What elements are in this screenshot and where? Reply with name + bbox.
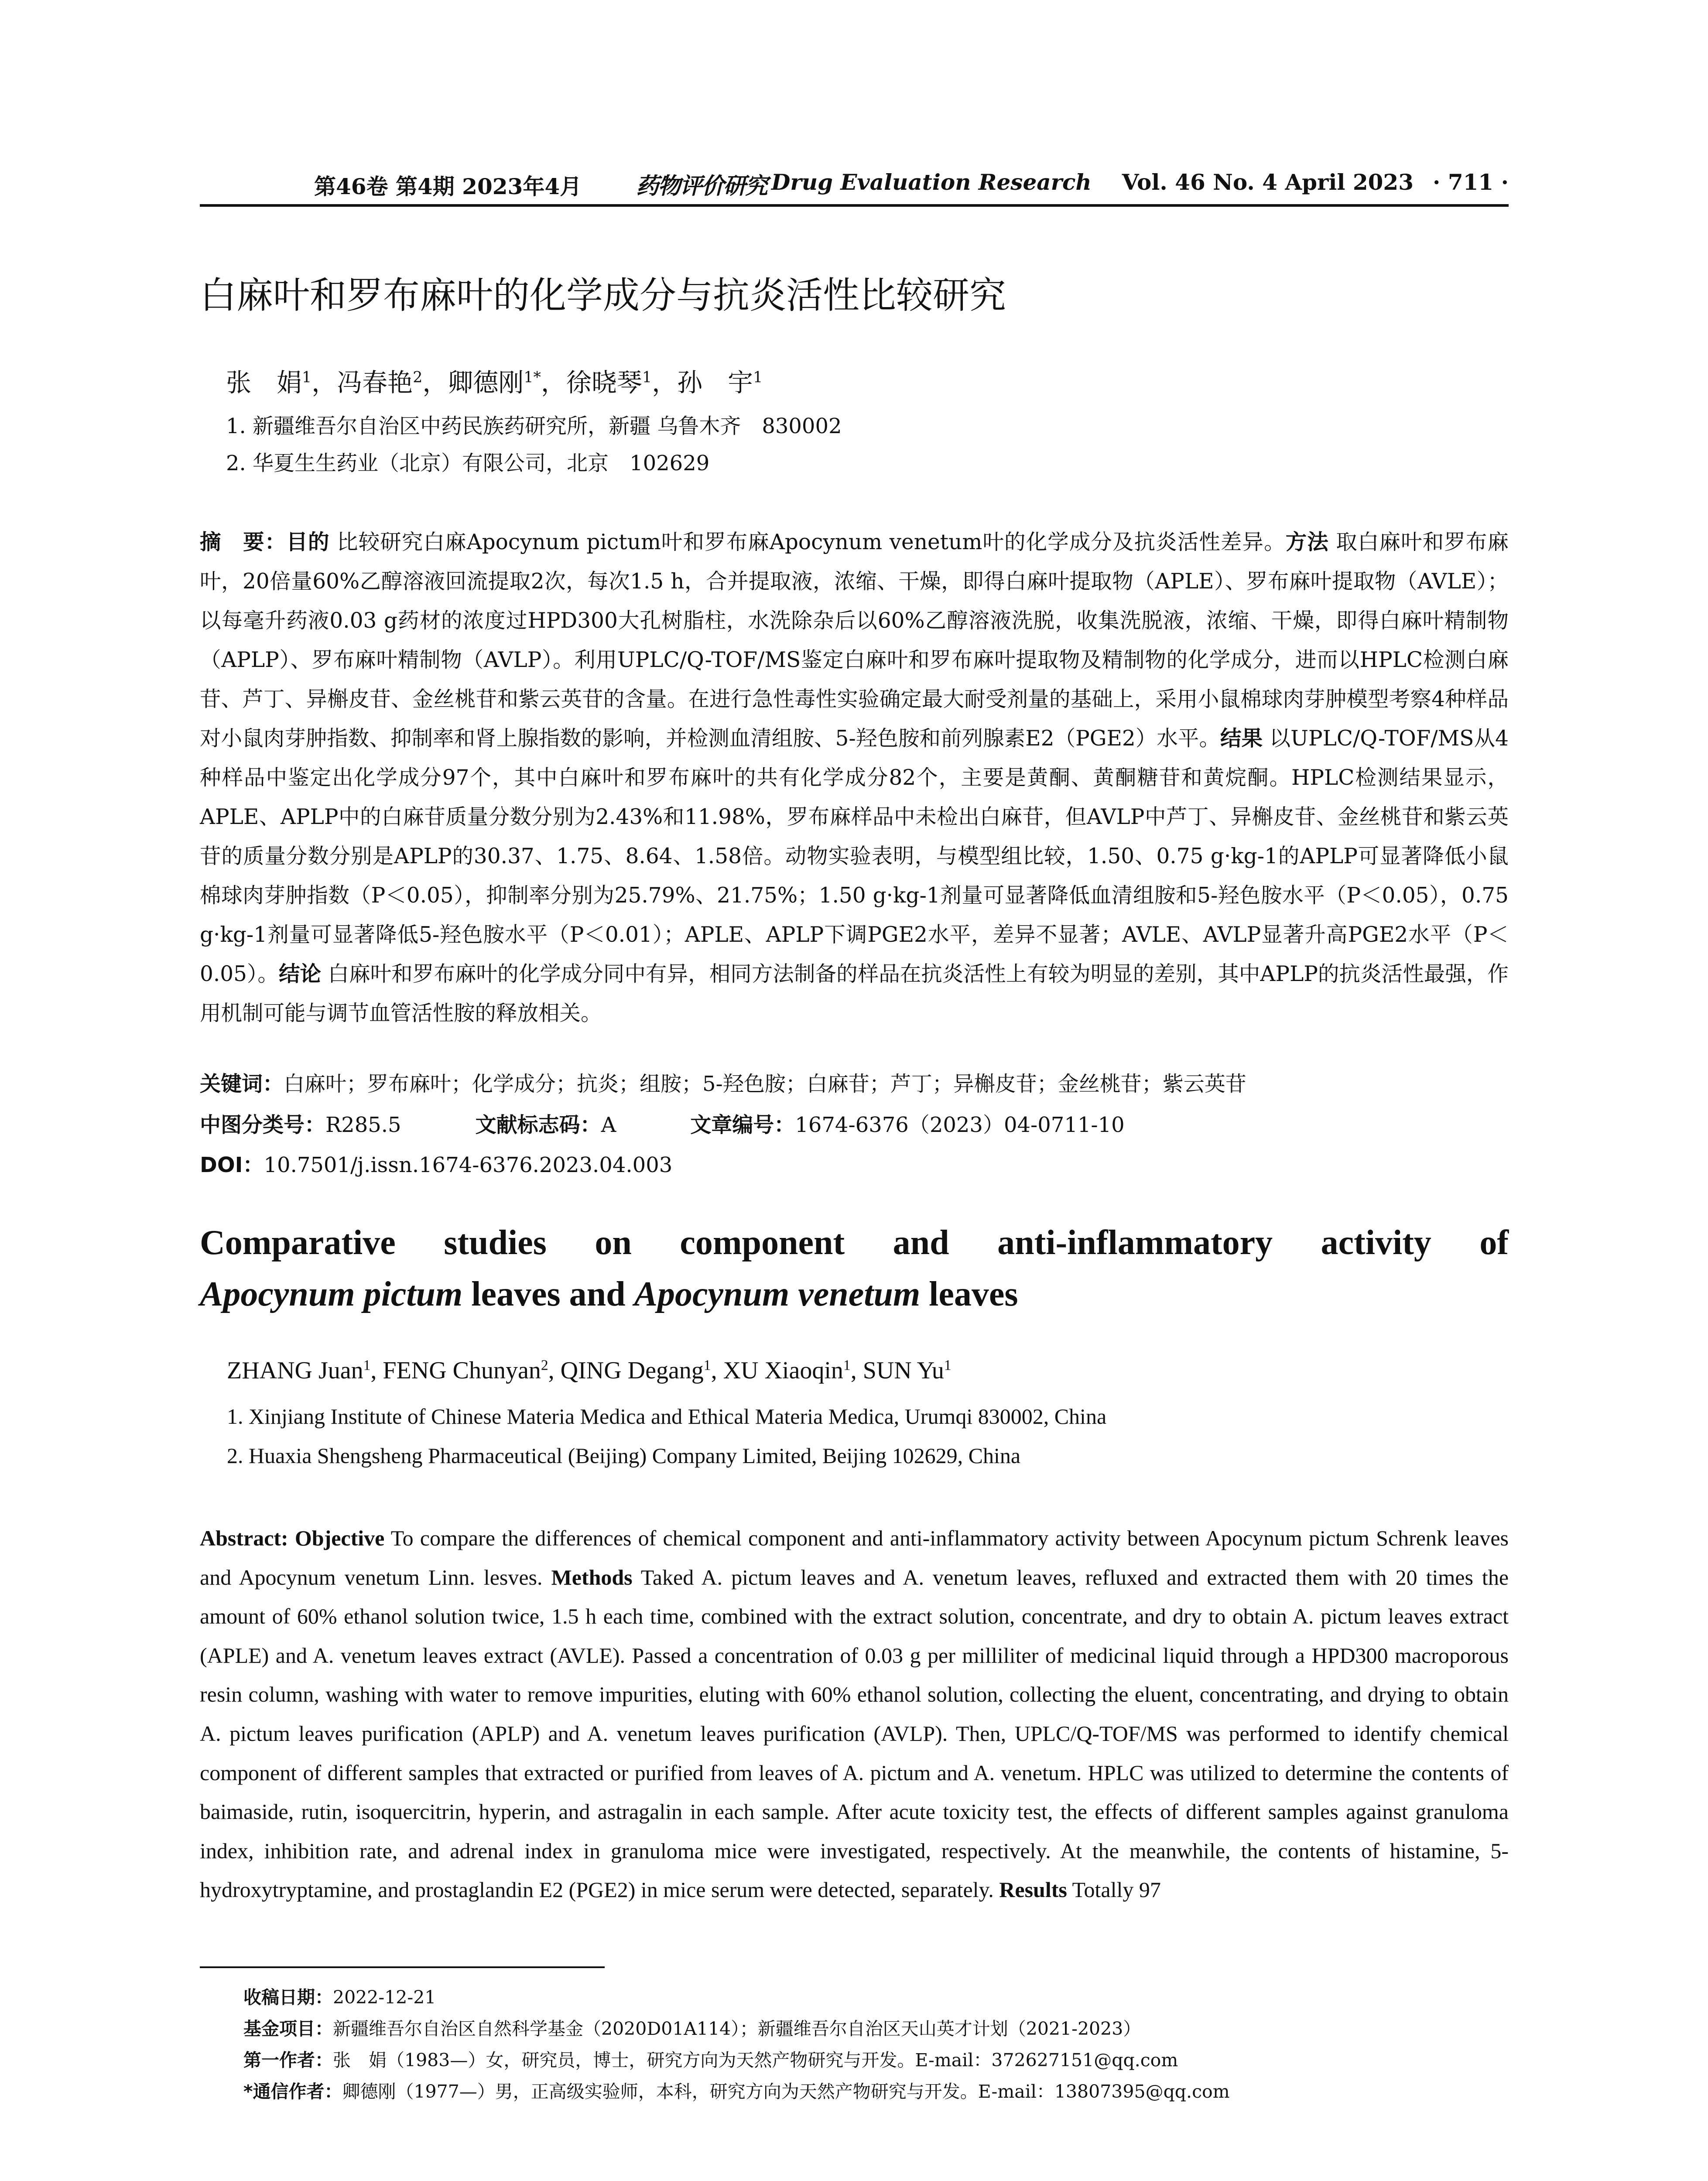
en-author: QING Degang: [560, 1357, 704, 1384]
cn-title: 白麻叶和罗布麻叶的化学成分与抗炎活性比较研究: [200, 274, 1006, 317]
en-results-text: Totally 97: [1067, 1877, 1161, 1902]
cn-results-text: 以UPLC/Q-TOF/MS从4种样品中鉴定出化学成分97个，其中白麻叶和罗布麻叶的共有化学成分82个，主要是黄酮、黄酮糖苷和黄烷酮。HPLC检测结果显示，APLE、APLP中的白麻苷质量分数分别为2.43%和11.98%，罗布麻样品中未检出白麻苷，但AVLP中芦丁、异槲皮苷、金丝桃苷和紫云英苷的质量分数分别是APLP的30.37、1.75、8.64、1.58倍。动物实验表明，与模型组比较，1.50、0.75 g·kg-1的APLP可显著降低小鼠棉球肉芽肿指数（P＜0.05），抑制率分别为25.79%、21.75%；1.50 g·kg-1剂量可显著降低血清组胺和5-羟色胺水平（P＜0.05），0.75 g·kg-1剂量可显著降低5-羟色胺水平（P＜0.01）；APLE、APLP下调PGE2水平，差异不显著；AVLE、AVLP显著升高PGE2水平（P＜0.05）。: [200, 726, 1509, 986]
doc-code-value: A: [601, 1113, 616, 1137]
en-author: SUN Yu: [863, 1357, 944, 1384]
cn-methods-label: 方法: [1285, 530, 1329, 554]
footnote-label: *通信作者：: [243, 2081, 342, 2102]
header-journal-en-name: Drug Evaluation Research: [771, 169, 1092, 195]
footnote-label: 收稿日期：: [243, 1987, 333, 2008]
article-no-value: 1674-6376（2023）04-0711-10: [795, 1113, 1125, 1137]
header-journal-cn: 药物评价研究: [636, 173, 767, 199]
en-objective-text: To compare the differences of chemical component and anti-inflammatory activity between Apocynum pictum Schrenk leaves and Apocynum venetum Linn. lesves.: [200, 1526, 1509, 1590]
clc-value: R285.5: [325, 1113, 401, 1137]
cn-conclusion-label: 结论: [278, 962, 322, 986]
en-author-sup: 1: [944, 1357, 952, 1374]
clc-label: 中图分类号：: [200, 1113, 326, 1137]
footnote-corresponding: [243, 2077, 1230, 2103]
footnote-text: 2022-12-21: [333, 1987, 436, 2008]
header-volume: Vol. 46 No. 4 April 2023: [1122, 169, 1414, 195]
cn-results-label: 结果: [1220, 726, 1263, 751]
footnote-text: 卿德刚（1977—）男，正高级实验师，本科，研究方向为天然产物研究与开发。E-mail：13807395@qq.com: [342, 2081, 1230, 2102]
en-title: [200, 1217, 1509, 1320]
header-journal-en: [771, 169, 1414, 195]
cn-objective-label: 目的: [286, 530, 330, 554]
en-methods-label: Methods: [551, 1565, 633, 1590]
cn-abstract-label: 摘 要：: [200, 530, 287, 554]
footnote-funding: [243, 2014, 1141, 2040]
cn-author: 冯春艳: [337, 368, 413, 397]
cn-author-sup: 1: [753, 369, 763, 386]
en-title-text: leaves: [920, 1275, 1018, 1313]
cn-author: 卿德刚: [448, 368, 524, 397]
en-author-list: ZHANG Juan$^1$, FENG Chunyan$^2$, QING Degang$^1$, XU Xiaoqin$^1$, SUN Yu$^1$: [227, 1357, 952, 1384]
cn-author-sup: 2: [413, 369, 423, 386]
running-header: [200, 165, 1509, 207]
header-issue: 第46卷 第4期 2023年4月: [314, 174, 582, 199]
cn-classification: [200, 1108, 1125, 1138]
cn-methods-text: 取白麻叶和罗布麻叶，20倍量60%乙醇溶液回流提取2次，每次1.5 h，合并提取液，浓缩、干燥，即得白麻叶提取物（APLE）、罗布麻叶提取物（AVLE）；以每毫升药液0.03 g药材的浓度过HPD300大孔树脂柱，水洗除杂后以60%乙醇溶液洗脱，收集洗脱液，浓缩、干燥，即得白麻叶精制物（APLP）、罗布麻叶精制物（AVLP）。利用UPLC/Q-TOF/MS鉴定白麻叶和罗布麻叶提取物及精制物的化学成分，进而以HPLC检测白麻苷、芦丁、异槲皮苷、金丝桃苷和紫云英苷的含量。在进行急性毒性实验确定最大耐受剂量的基础上，采用小鼠棉球肉芽肿模型考察4种样品对小鼠肉芽肿指数、抑制率和肾上腺指数的影响，并检测血清组胺、5-羟色胺和前列腺素E2（PGE2）水平。: [200, 530, 1509, 751]
en-author-sup: 1: [363, 1357, 371, 1374]
en-title-text: leaves and: [462, 1275, 634, 1313]
cn-author: 孙 宇: [677, 368, 753, 397]
cn-doi: [200, 1148, 672, 1178]
cn-author-list: 张 娟$^1$，冯春艳$^2$，卿德刚$^{1*}$，徐晓琴$^1$，孙 宇$^1$: [226, 368, 763, 397]
en-author-sup: 2: [541, 1357, 548, 1374]
doi-label: DOI：: [200, 1153, 264, 1177]
en-title-species-2: Apocynum venetum: [634, 1275, 921, 1313]
footnote-text: 张 娟（1983—）女，研究员，博士，研究方向为天然产物研究与开发。E-mail：372627151@qq.com: [333, 2050, 1178, 2071]
footnote-divider: [200, 1966, 605, 1968]
en-title-line-2: [200, 1268, 1509, 1320]
doi-value: 10.7501/j.issn.1674-6376.2023.04.003: [264, 1153, 673, 1177]
en-methods-text: Taked A. pictum leaves and A. venetum leaves, refluxed and extracted them with 20 times the amount of 60% ethanol solution twice, 1.5 h each time, combined with the extract solution, concentrate, and dry to obtain A. pictum leaves extract (APLE) and A. venetum leaves extract (AVLE). Passed a concentration of 0.03 g per milliliter of medicinal liquid through a HPD300 macroporous resin column, washing with water to remove impurities, eluting with 60% ethanol solution, collecting the eluent, concentrating, and drying to obtain A. pictum leaves purification (APLP) and A. venetum leaves purification (AVLP). Then, UPLC/Q-TOF/MS was performed to identify chemical component of different samples that extracted or purified from leaves of A. pictum and A. venetum. HPLC was utilized to determine the contents of baimaside, rutin, isoquercitrin, hyperin, and astragalin in each sample. After acute toxicity test, the effects of different samples against granuloma index, inhibition rate, and adrenal index in granuloma mice were investigated, respectively. At the meanwhile, the contents of histamine, 5-hydroxytryptamine, and prostaglandin E2 (PGE2) in mice serum were detected, separately.: [200, 1565, 1509, 1902]
cn-conclusion-text: 白麻叶和罗布麻叶的化学成分同中有异，相同方法制备的样品在抗炎活性上有较为明显的差别，其中APLP的抗炎活性最强，作用机制可能与调节血管活性胺的释放相关。: [200, 962, 1509, 1026]
footnote-label: 基金项目：: [243, 2018, 333, 2039]
en-affiliation: 2. Huaxia Shengsheng Pharmaceutical (Beijing) Company Limited, Beijing 102629, China: [227, 1443, 1021, 1468]
en-abstract-label: Abstract:: [200, 1526, 288, 1550]
footnote-received: [243, 1983, 436, 2009]
footnote-text: 新疆维吾尔自治区自然科学基金（2020D01A114）；新疆维吾尔自治区天山英才计划（2021-2023）: [333, 2018, 1141, 2039]
cn-abstract: [200, 523, 1509, 1033]
cn-author-sup: 1: [302, 369, 312, 386]
en-author: FENG Chunyan: [383, 1357, 541, 1384]
doc-code-label: 文献标志码：: [475, 1113, 601, 1137]
footnote-first-author: [243, 2046, 1178, 2072]
en-author-sup: 1: [703, 1357, 711, 1374]
en-author: XU Xiaoqin: [723, 1357, 843, 1384]
en-objective-label: Objective: [294, 1526, 385, 1550]
header-page-number: · 711 ·: [1433, 169, 1509, 195]
cn-affiliation: 1. 新疆维吾尔自治区中药民族药研究所，新疆 乌鲁木齐 830002: [226, 414, 842, 438]
en-affiliation: 1. Xinjiang Institute of Chinese Materia Medica and Ethical Materia Medica, Urumqi 830002, China: [227, 1404, 1107, 1429]
cn-author-sup: 1*: [524, 369, 541, 386]
en-author: ZHANG Juan: [227, 1357, 363, 1384]
cn-keywords: [200, 1067, 1246, 1097]
cn-author-sup: 1: [642, 369, 652, 386]
en-abstract: [200, 1519, 1509, 1910]
en-title-line-1: Comparative studies on component and anti-inflammatory activity of: [200, 1224, 1509, 1262]
footnote-label: 第一作者：: [243, 2050, 333, 2071]
cn-author: 张 娟: [226, 368, 302, 397]
cn-affiliation: 2. 华夏生生药业（北京）有限公司，北京 102629: [226, 451, 710, 475]
article-no-label: 文章编号：: [690, 1113, 795, 1137]
en-author-sup: 1: [843, 1357, 851, 1374]
en-results-label: Results: [999, 1877, 1067, 1902]
cn-keywords-text: 白麻叶；罗布麻叶；化学成分；抗炎；组胺；5-羟色胺；白麻苷；芦丁；异槲皮苷；金丝桃苷；紫云英苷: [284, 1072, 1246, 1096]
cn-author: 徐晓琴: [566, 368, 642, 397]
cn-objective-text: 比较研究白麻Apocynum pictum叶和罗布麻Apocynum venetum叶的化学成分及抗炎活性差异。: [329, 530, 1286, 554]
cn-keywords-label: 关键词：: [200, 1072, 284, 1096]
en-title-species-1: Apocynum pictum: [200, 1275, 463, 1313]
